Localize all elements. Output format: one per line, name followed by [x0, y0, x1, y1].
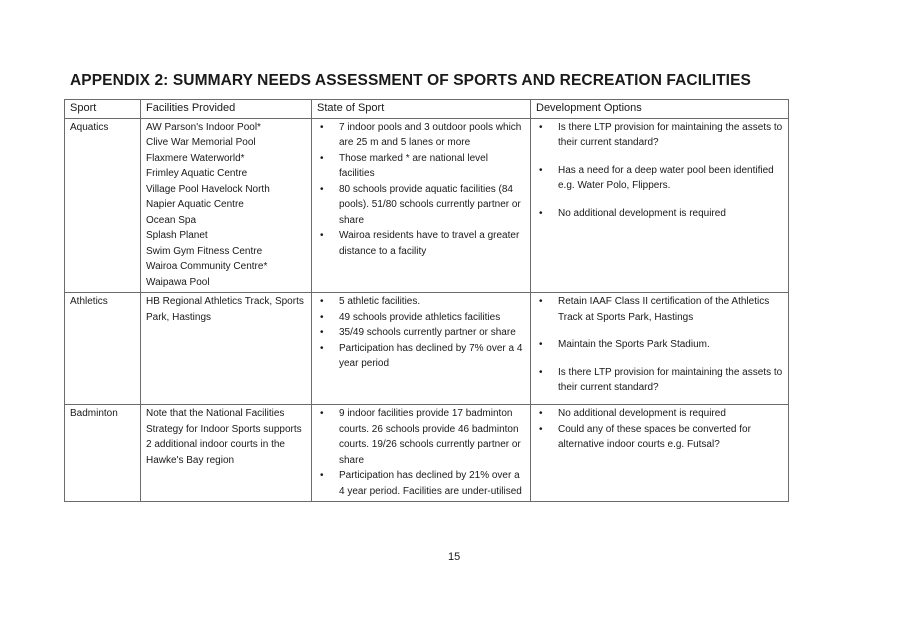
- development-bullet: • Is there LTP provision for maintaining the assets to their current standard?: [536, 120, 783, 151]
- facilities-cell: [141, 293, 312, 405]
- state-bullet: • 7 indoor pools and 3 outdoor pools which are 25 m and 5 lanes or more: [317, 120, 525, 151]
- facility-item: Clive War Memorial Pool: [146, 137, 256, 148]
- state-bullet: • 80 schools provide aquatic facilities (84 pools). 51/80 schools currently partner or share: [317, 182, 525, 229]
- state-cell: [312, 118, 531, 293]
- facility-item: Splash Planet: [146, 230, 208, 241]
- state-bullet: • 9 indoor facilities provide 17 badminton courts. 26 schools provide 46 badminton courts. 19/26 schools currently partner or share: [317, 406, 525, 468]
- state-bullet: • 49 schools provide athletics facilities: [317, 310, 525, 326]
- table-row-athletics: [65, 293, 789, 405]
- state-bullet: • Those marked * are national level facilities: [317, 151, 525, 182]
- table-row-badminton: [65, 405, 789, 502]
- development-bullet: • Is there LTP provision for maintaining the assets to their current standard?: [536, 365, 783, 396]
- state-cell: [312, 405, 531, 502]
- table-header-row: [65, 100, 789, 119]
- page-title: APPENDIX 2: SUMMARY NEEDS ASSESSMENT OF SPORTS AND RECREATION FACILITIES: [70, 72, 751, 89]
- development-bullet: • Retain IAAF Class II certification of the Athletics Track at Sports Park, Hastings: [536, 294, 783, 325]
- development-cell: [531, 405, 789, 502]
- development-bullet: • No additional development is required: [536, 206, 783, 222]
- development-cell: [531, 293, 789, 405]
- column-header-facilities: Facilities Provided: [141, 100, 312, 119]
- facility-item: Note that the National Facilities Strategy for Indoor Sports supports 2 additional indoor courts in the Hawke's Bay region: [146, 408, 302, 466]
- facility-item: Ocean Spa: [146, 214, 197, 226]
- sport-cell: Badminton: [65, 405, 141, 502]
- column-header-sport: Sport: [65, 100, 141, 119]
- table-row-aquatics: [65, 118, 789, 293]
- facility-item: Wairoa Community Centre*: [146, 261, 268, 272]
- facilities-cell: [141, 118, 312, 293]
- facility-item: Napier Aquatic Centre: [146, 199, 244, 210]
- development-bullet: • Maintain the Sports Park Stadium.: [536, 337, 783, 353]
- state-bullet: • Wairoa residents have to travel a greater distance to a facility: [317, 228, 525, 259]
- sport-cell: Aquatics: [65, 118, 141, 293]
- development-bullet: • Has a need for a deep water pool been identified e.g. Water Polo, Flippers.: [536, 163, 783, 194]
- column-header-development: Development Options: [531, 100, 789, 119]
- state-bullet: • Participation has declined by 21% over a 4 year period. Facilities are under-utilised: [317, 468, 525, 499]
- column-header-state: State of Sport: [312, 100, 531, 119]
- sport-cell: Athletics: [65, 293, 141, 405]
- development-bullet: • Could any of these spaces be converted for alternative indoor courts e.g. Futsal?: [536, 422, 783, 453]
- state-cell: [312, 293, 531, 405]
- state-bullet: • 5 athletic facilities.: [317, 294, 525, 310]
- page-number: 15: [448, 551, 461, 563]
- needs-assessment-table: [64, 99, 789, 502]
- facility-item: AW Parson's Indoor Pool*: [146, 121, 261, 133]
- facility-item: Swim Gym Fitness Centre: [146, 245, 263, 257]
- state-bullet: • 35/49 schools currently partner or share: [317, 325, 525, 341]
- facility-item: Village Pool Havelock North: [146, 183, 270, 195]
- facility-item: Frimley Aquatic Centre: [146, 168, 248, 179]
- development-bullet: • No additional development is required: [536, 406, 783, 422]
- state-bullet: • Participation has declined by 7% over a 4 year period: [317, 341, 525, 372]
- development-cell: [531, 118, 789, 293]
- facility-item: HB Regional Athletics Track, Sports Park, Hastings: [146, 296, 304, 323]
- facility-item: Flaxmere Waterworld*: [146, 152, 245, 164]
- facilities-cell: [141, 405, 312, 502]
- facility-item: Waipawa Pool: [146, 276, 210, 288]
